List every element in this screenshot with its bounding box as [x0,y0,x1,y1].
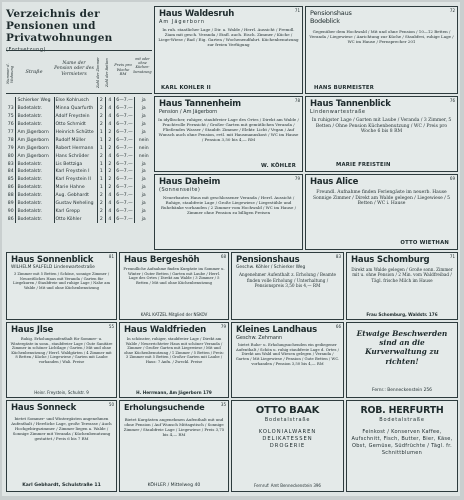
row-number: 88 [6,192,16,200]
row-number: 86 [6,215,16,223]
row-name: Karl Freystein II [54,176,97,184]
ad-title: Haus Alice [310,177,359,187]
table-row [6,184,152,192]
notice-text: Etwaige Beschwerden sind an die Kurverwaltung zu richten! [356,329,448,366]
ad-erholungsuchende [119,400,229,492]
table-row [6,168,152,176]
row-rooms: 2 [97,105,106,113]
ad-signature: W. KÖHLER [261,163,296,169]
ad-title: Kleines Landhaus [236,325,317,335]
row-price: 6—7.— [114,152,135,160]
ad-signature: KARL KOHLER II [161,85,211,91]
ad-haus-waldfrieden [119,322,229,398]
row-number: 80 [6,152,16,160]
table-row [6,152,152,160]
row-kitchen: nein [138,145,149,151]
ad-haus-schomburg [346,252,458,320]
row-street: Bodetalstr. [16,113,54,121]
row-kitchen: ja [141,161,146,167]
ad-title: Haus Bergeshöh [124,255,200,265]
table-row [6,121,152,129]
product-line: DELIKATESSEN [262,436,313,442]
row-name: Heinrich Schütte [54,129,97,137]
ad-number: 50 [108,402,114,407]
ad-signature: OTTO WIETHAN [400,240,449,246]
row-name: Robert Hermann [54,144,97,152]
row-street: Bodetalstr. [16,207,54,215]
ad-title: Haus Daheim [159,177,221,187]
row-street: Schierker Weg [16,97,54,105]
notice-phone: Fernr.: Benneckenstein 256 [372,388,432,393]
ad-title: Haus Waldesruh [159,9,235,19]
row-name: Otto Schmidt [54,121,97,129]
table-row [6,215,152,223]
row-kitchen: ja [141,216,146,222]
row-beds: 4 [106,215,115,223]
ad-text: Direkt am Walde gelegen / Große sonn. Zimmer mit u. ohne Pension / 2 Min. vom Waldfreibad / Tägl. frische Milch im Hause [351,267,453,283]
ad-subtitle: Geschw. Köhler / Schierker Weg [236,265,306,270]
ad-title: Haus Jlse [11,325,54,335]
ad-number: 66 [335,324,341,329]
ad-title: Haus Tannenheim [159,99,241,109]
row-name: Marie Hahne [54,184,97,192]
row-number: 85 [6,176,16,184]
row-beds: 4 [106,207,115,215]
row-kitchen: nein [138,153,149,159]
row-kitchen: ja [141,122,146,128]
row-number: 73 [6,105,16,113]
row-kitchen: nein [138,137,149,143]
row-kitchen: ja [141,208,146,214]
ad-pensionshaus-koehler [231,252,344,320]
ad-signature: Frau Schomburg, Waldstr. 176 [366,312,438,317]
row-name: Lis Bettziga [54,160,97,168]
row-price: 6—7.— [114,105,135,113]
ad-product-list [232,429,343,450]
ad-phone: Fernruf: Amt Benneckenstein 396 [254,483,321,488]
table-row [6,160,152,168]
row-name: Karl Grepp [54,207,97,215]
row-number: 76 [6,121,16,129]
ad-title: OTTO BAAK [255,405,320,416]
row-number: 89 [6,200,16,208]
ad-haus-bergeshoeh [119,252,229,320]
ad-signature: Heinr. Freystein, Schulstr. 9 [34,390,89,395]
table-row [6,144,152,152]
table-row [6,105,152,113]
row-name: Aug. Gebhardt [54,192,97,200]
row-price: 6—7.— [114,184,135,192]
ad-signature: KÖHLER / Mittelweg 40 [147,483,201,488]
row-street: Bodetalstr. [16,192,54,200]
ad-haus-daheim [154,174,303,250]
ad-number: 81 [108,254,114,259]
row-rooms: 1 [97,129,106,137]
row-beds: 2 [106,160,115,168]
ad-title: Pensionshaus [236,255,300,265]
row-street: Bodetalstr. [16,105,54,113]
ad-signature: Karl Gebhardt, Schulstraße 11 [22,483,101,488]
row-beds: 4 [106,152,115,160]
row-number: 77 [6,129,16,137]
ad-text: Gegenüber dem Hochwald / Mit und ohne Pension / 10—12 Betten / Veranda / Liegewiese / Anrichtung zur Küche / Staubfrei, ruhige Lage / WC im Hause / Fernsprecher 201 [309,29,454,45]
row-beds: 2 [106,136,115,144]
ad-haus-waldesruh [154,6,303,94]
ad-text: Freundliche Aufnahme finden Kurgäste im Sommer u. Winter / Guter Betten / Garten mit Laube / Herrl. Lage des Ortes / Direkt am Walde / 3 Zimmer / 5 Betten / Mit und ohne Küchenbenutzung [123,267,225,285]
ad-subtitle: Pension / Am Jägerborn [159,109,218,115]
row-beds: 2 [106,168,115,176]
ad-haus-alice [305,174,458,250]
row-price: 6—7.— [114,176,135,184]
row-kitchen: ja [141,193,146,199]
row-street: Bodetalstr. [16,200,54,208]
row-number: 86 [6,184,16,192]
product-line: DROGERIE [269,443,306,449]
row-street: Am Jägerborn [16,152,54,160]
row-beds: 4 [106,121,115,129]
row-price: 6—7.— [114,129,135,137]
table-row [6,176,152,184]
ad-text: In idyllischer, ruhiger, staubfreier Lage des Ortes / Direkt am Walde / Prachtvolle Fernsicht / Großer Garten mit gemütlichen Veranda / Fließendes Wasser / Staubfr. Zimmer / Elektr. Licht / Vegan / Auf Wunsch auch ohne Pension, evtl. mit Hausmannskost / WC im Hause / Pension 3,50 bis 4,— RM [158,117,299,143]
ad-text: bietet Ruhe- u. Erholungsuchenden ein gediegener Aufenthalt / Schön u. ruhig staubfreie Lage d. Ortes / Direkt am Wald und Wiesen gelegen / Veranda / Garten / Mit Liegewiese / Pension / Gute Betten / WC. vorhanden / Pension 3,50 bis 4,— RM [235,342,340,366]
ad-number: 68 [220,254,226,259]
ad-text: bietet Sommer- und Wintergästen angenehmen Aufenthalt / Herrliche Lage, große Terrasse / Auch Hochgebirgszimmer / Zimmer liegen a. Walde / Sonnige Zimmer mit Veranda / Küchenbenutzung gestattet / Preis 6 bis 7 RM [11,416,112,441]
ad-signature: HANS BURMEISTER [314,85,375,91]
page-title: Verzeichnis der Pensionen und Privatwohnungen [6,8,113,44]
ad-number: 69 [449,176,455,181]
row-name: Adolf Freystein [54,113,97,121]
ad-haus-jlse [6,322,117,398]
row-name: Rudolf Müller [54,136,97,144]
row-number: 84 [6,168,16,176]
row-rooms: 1 [97,160,106,168]
ad-text: 3 Zimmer mit 5 Betten / Schöne, sonnige Zimmer / Neuzeitliches Haus mit Veranda / Garten für Liegekuren / Staubfreie und ruhige Lage / Nahe am Walde / Mit und ohne Küchenbenutzung [13,272,110,290]
ad-title: Haus Sonneck [11,403,77,413]
ad-title: Haus Schomburg [351,255,430,265]
ad-number: 78 [294,98,300,103]
table-row [6,207,152,215]
row-number [6,97,16,105]
row-price: 6—7.— [114,168,135,176]
pension-table [6,97,152,223]
row-kitchen: ja [141,114,146,120]
ad-text: In schönster, ruhiger, staubfreier Lage / Direkt am Walde / Neuerrichteter Haus mit schöner Veranda / Zimmer / Großer Garten mit Liegewiese / Mit und ohne Küchenbenutzung / 1 Zimmer / 5 Betten / Preis: 3 Zimmer mit 5 Betten / Großer Garten mit Laube / Haus: 7 Anfn. / Zweckl. Preise [124,337,224,364]
directory-header [6,8,152,53]
row-rooms: 2 [97,207,106,215]
row-kitchen: ja [141,185,146,191]
row-number: 90 [6,207,16,215]
row-rooms: 1 [97,136,106,144]
row-rooms: 1 [97,184,106,192]
row-kitchen: ja [141,106,146,112]
row-rooms: 1 [97,168,106,176]
row-kitchen: ja [141,169,146,175]
table-row [6,129,152,137]
ad-text: Feinkost / Konserven Kaffee, Aufschnitt, Fisch, Butter, Bier, Käse, Obst, Gemüse, Südfrüchte / Tägl. fr. Schnittblumen [351,429,453,456]
ad-number: 35 [220,402,226,407]
row-kitchen: ja [141,177,146,183]
row-price: 6—7.— [114,207,135,215]
row-kitchen: ja [141,201,146,207]
ad-text: In ruhigster Lage / Garten mit Laube / Veranda / 3 Zimmer, 5 Betten / Ohne Pension Küchenbenutzung / WC / Preis pro Woche 6 bis 8 RM [311,118,452,135]
ad-kleines-landhaus [231,322,344,398]
ad-title: Erholungsuchende [124,403,205,412]
ad-text: Freundl. Aufnahme finden Feriengäste im neuerb. Hause Sonnige Zimmer / Direkt am Walde gelegen / Liegewiese / 5 Betten / WC i. Hause [312,190,451,207]
ad-rob-herfurth [346,400,458,492]
ad-number: 55 [108,324,114,329]
row-street: Bodetalstr. [16,160,54,168]
product-line: KOLONIALWAREN [258,429,317,435]
ad-subtitle: Bodetalstraße [379,417,425,423]
ad-subtitle: Geschw. Zehmann [236,335,283,341]
ad-subtitle: Lindenwartestraße [310,109,366,115]
row-number: 79 [6,144,16,152]
row-price: 6—7.— [114,200,135,208]
ad-number: 79 [220,324,226,329]
ad-text: In ruh. staatlicher Lage / Dir. a. Walde / Herrl. Aussicht / Fremdl. Ziam mit gesch. Veranda / Einfl. auch. Eisch. Zimmer / Küche / Liege-Wiese / Bad / Eig. Garten / Wochenendfahrt. Küchenbenutzung zur freien Verfügung [158,27,299,48]
row-name: Hans Schröder [54,152,97,160]
ad-signature: KARL KATZEL Mitglied der NSKOV [140,312,208,317]
row-price: 6—7.— [114,215,135,223]
ad-subtitle: Bodetalstraße [264,417,311,423]
brochure-page [2,2,460,496]
col-header-price: Preis pro Woche RM [114,62,132,77]
continued-note: (Fortsetzung) [6,47,46,53]
row-street: Bodetalstr. [16,184,54,192]
row-rooms: 2 [97,121,106,129]
ad-otto-baak [231,400,344,492]
table-row [6,113,152,121]
ad-text: Neuerbautes Haus mit geschlossener Veranda / Herrl. Aussicht / Ruhige, staubfreie Lage / Große Liegewiese / Liegestühle und Ruhebänke vorhanden / 2 Zimmer vom Hochwald / WC im Hause / Zimmer ohne Pension zu billigen Preisen [161,195,296,216]
row-beds: 2 [106,129,115,137]
row-beds: 4 [106,192,115,200]
row-price: 6—7.— [114,136,135,144]
ad-subtitle: (Sonnenseite) [159,187,201,193]
row-name: Karl Freystein I [54,168,97,176]
ad-haus-tannenheim [154,96,303,172]
col-header-nr: Nummer d. Wohnung [6,63,14,85]
row-price: 6—7.— [114,144,135,152]
row-street: Bodetalstr. [16,215,54,223]
row-name: Else Kohlrusch [54,97,97,105]
row-beds: 2 [106,176,115,184]
row-kitchen: ja [141,98,146,104]
row-price: 6—7.— [114,192,135,200]
row-name: Minna Quarfurth [54,105,97,113]
row-street: Bodetalstr. [16,168,54,176]
ad-subtitle: Am Jägerborn [159,19,206,25]
ad-haus-sonneck [6,400,117,492]
ad-text: Angenehmer Aufenthalt z. Erholung / Beamte finden volle Erholung / Unterhaltung / Pensionspreis 3,50 bis 4,— RM [238,272,337,288]
row-number: 75 [6,113,16,121]
row-beds: 2 [106,184,115,192]
row-name: Otto Köhler [54,215,97,223]
row-beds: 4 [106,105,115,113]
row-rooms: 1 [97,176,106,184]
row-rooms: 2 [97,152,106,160]
ad-title: Haus Tannenblick [310,99,391,109]
col-header-name: Name der Pension oder des Vermieters [54,61,94,77]
row-name: Gustav Neheling [54,200,97,208]
row-price: 6—7.— [114,160,135,168]
row-street: Am Jägerborn [16,144,54,152]
row-rooms: 1 [97,144,106,152]
col-header-beds: Zahl der Betten [105,58,109,88]
ad-signature: MARIE FREISTEIN [336,162,391,168]
ad-haus-sonnenblick [6,252,117,320]
col-header-kitchen: mit oder ohne Küchen-benutzung [133,57,152,74]
row-price: 6—7.— [114,97,135,105]
row-price: 6—7.— [114,113,135,121]
ad-signature: H. Herrmann, Am Jägerborn 179 [136,390,212,395]
row-street: Bodetalstr. [16,121,54,129]
ad-number: 79 [294,176,300,181]
row-street: Bodetalstr. [16,176,54,184]
row-number: 83 [6,160,16,168]
row-number: 78 [6,136,16,144]
ad-title: ROB. HERFURTH [360,405,444,416]
row-rooms: 2 [97,200,106,208]
ad-haus-tannenblick [305,96,458,172]
ad-title: Pensionshaus Bodeblick [310,9,352,25]
ad-text: Ruhig. Erholungsaufenthalt für Sommer- u. Wintergäste in sonn., staubfreier Lage / Gute Sanitäre Zimmer in schöner Lichtlage / Garten / Mit und ohne Küchenbenutzung / Herrl. Waldgärten / 4 Zimmer mit 8 Betten / Küche / Liegewiese / Garten mit Laube vorhanden / Wali. Preise [10,337,113,364]
ad-number: 72 [449,8,455,13]
row-beds: 4 [106,113,115,121]
ad-title: Haus Sonnenblick [11,255,94,265]
table-row [6,192,152,200]
row-beds: 4 [106,97,115,105]
row-rooms: 2 [97,97,106,105]
row-rooms: 2 [97,215,106,223]
row-street: Am Jägerborn [16,129,54,137]
notice-complaints [346,322,458,398]
row-street: Am Jägerborn [16,136,54,144]
col-header-rooms: Zahl der Zimmer [96,57,100,89]
ad-number: 71 [449,254,455,259]
row-rooms: 2 [97,192,106,200]
row-beds: 2 [106,144,115,152]
row-rooms: 2 [97,113,106,121]
ad-number: 83 [335,254,341,259]
table-header [6,50,152,94]
ad-subtitle: WILHELM SALFELD Lindenwartestraße [11,265,95,270]
row-price: 6—7.— [114,121,135,129]
table-row [6,97,152,105]
col-header-street: Straße [25,69,43,75]
row-kitchen: ja [141,130,146,135]
table-row [6,136,152,144]
ad-bodeblick [305,6,458,94]
row-beds: 4 [106,200,115,208]
ad-title: Haus Waldfrieden [124,325,206,335]
ad-text: Bietet Kurgästen angenehmen Aufenthalt mit und ohne Pension / Auf Wunsch Mittagstisch / Sonnige Zimmer / Staubfreie Lage / Liegewiese / Preis 3,75 bis 4,— RM [123,417,225,437]
table-row [6,200,152,208]
ad-number: 71 [294,8,300,13]
ad-number: 76 [449,98,455,103]
